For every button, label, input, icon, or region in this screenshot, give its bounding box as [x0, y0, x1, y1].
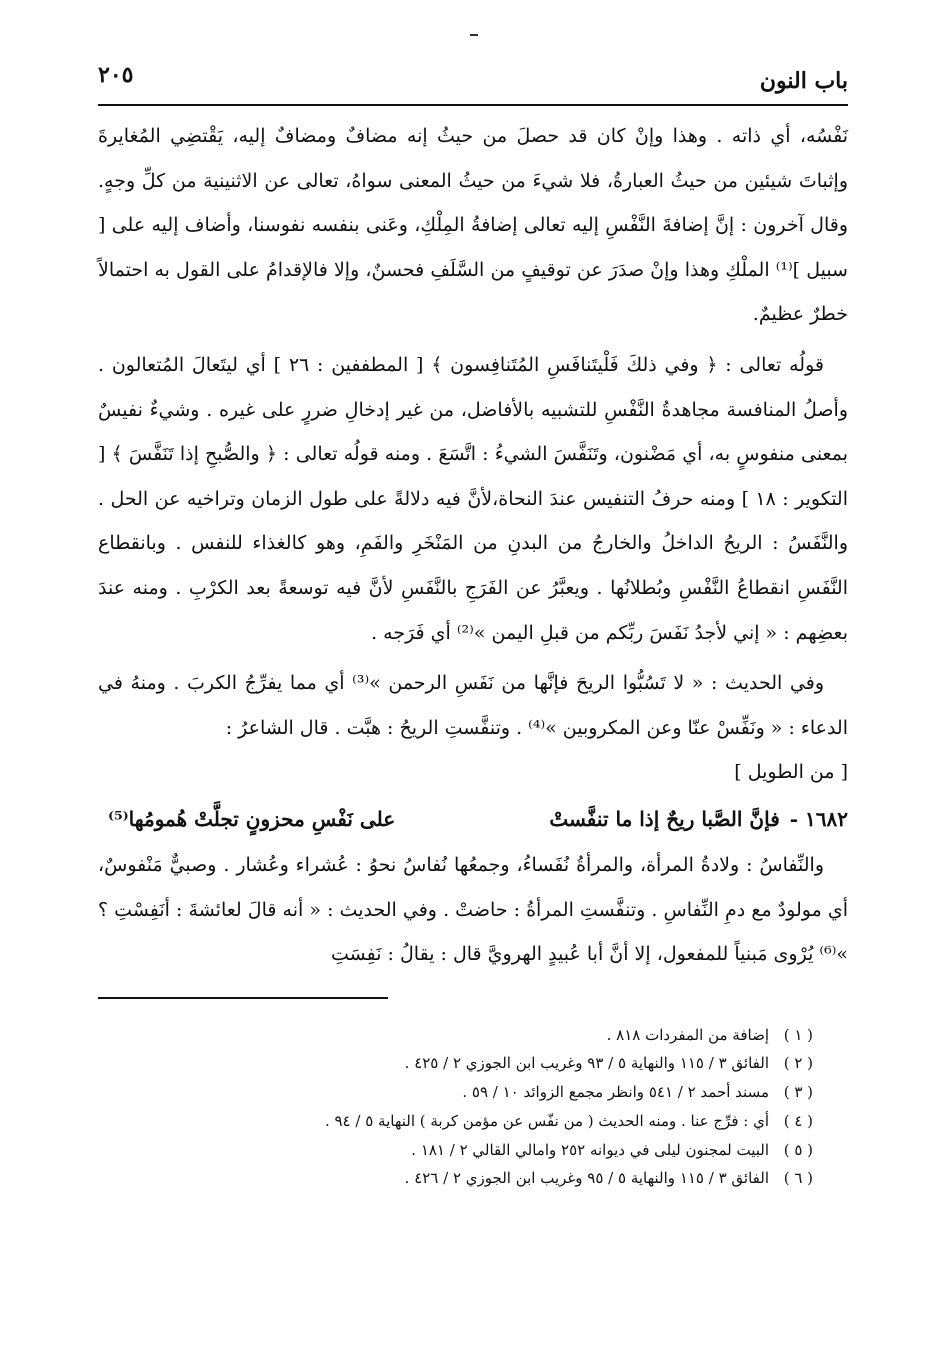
page-header: [98, 58, 848, 98]
footnote-number: ( ٢ ): [783, 1054, 813, 1073]
footnote-item: [98, 1078, 813, 1107]
footnote-number: ( ٦ ): [783, 1169, 813, 1188]
chapter-title: باب النون: [759, 68, 848, 94]
footnote-number: ( ٤ ): [783, 1111, 813, 1130]
meter-label: [ من الطويل ]: [734, 761, 848, 784]
footnote-number: ( ٥ ): [783, 1140, 813, 1159]
paragraph-4: والنِّفاسُ : ولادةُ المرأة، والمرأةُ نُفَساءُ، وجمعُها نُفاسُ نحوُ : عُشراء وعُشار . وصبيٌّ مَنْفوسٌ، أي مولودٌ مع دمِ النِّفاسِ . وتنفَّستِ المرأةُ : حاضتْ . وفي الحديث : « أنه قالَ لعائشةَ : أنَفِسْتِ ؟ »⁽⁶⁾ يُرْوى مَبنياً للمفعول، إلا أنَّ أبا عُبيدٍ الهرويَّ قال : يقالُ : نَفِسَتِ: [98, 853, 848, 966]
paragraph-1: نَفْسُه، أي ذاته . وهذا وإنْ كان قد حصلَ من حيثُ إنه مضافٌ ومضافٌ إليه، يَقْتضِي المُغايرةَ وإثباتَ شيئين من حيثُ العبارةُ، فلا شيءَ من حيثُ المعنى سواهُ، تعالى عن الاثنينية من كلِّ وجهٍ. وقال آخرون : إنَّ إضافةَ النَّفْسِ إليه تعالى إضافةُ المِلْكِ، وعَنى بنفسه نفوسنا، وأضاف إليه على [ سبيل ]⁽¹⁾ الملْكِ وهذا وإنْ صدَرَ عن توقيفٍ من السَّلَفِ فحسنٌ، وإلا فالإقدامُ على القول به احتمالاً خطرٌ عظيمٌ.: [98, 125, 848, 326]
book-page: [98, 58, 848, 1328]
footnote-item: [98, 1107, 813, 1136]
footnote-item: [98, 1136, 813, 1165]
footnotes: [98, 1021, 848, 1193]
scan-mark: [470, 34, 478, 36]
footnote-text: إضافة من المفردات ٨١٨ .: [606, 1025, 769, 1044]
footnote-text: الفائق ٣ / ١١٥ والنهاية ٥ / ٩٣ وغريب ابن الجوزي ٢ / ٤٢٥ .: [404, 1054, 769, 1073]
header-rule: [98, 104, 848, 106]
paragraph-2: قولُه تعالى : ﴿ وفي ذلكَ فَلْيتَنافَسِ المُتَنافِسون ﴾ [ المطففين : ٢٦ ] أي ليتَعالَ المُتعالون . وأصلُ المنافسة مجاهدةُ النَّفْسِ للتشبيه بالأفاضل، من غير إدخالِ ضررٍ على غيره . وشيءٌ نفيسٌ بمعنى منفوسٍ به، أي مَضْنون، وتَنَفَّسَ الشيءُ : اتَّسَعَ . ومنه قولُه تعالى : ﴿ والصُّبحِ إذا تَنَفَّسَ ﴾ [ التكوير : ١٨ ] ومنه حرفُ التنفيس عندَ النحاة،لأنَّ فيه دلالةً على طول الزمان وتراخيه عن الحل . والنَّفَسُ : الريحُ الداخلُ والخارجُ من البدنِ من المَنْخَرِ والفَمِ، وهو كالغذاء للنفس . وبانقطاع النَّفَسِ انقطاعُ النَّفْسِ وبُطلانُها . ويعبَّرُ عن الفَرَجِ بالنَّفَسِ لأنَّ فيه توسعةً بعد الكرْبِ . ومنه عندَ بعضِهم : « إني لأجدُ نَفَسَ ربِّكم من قبلِ اليمن »⁽²⁾ أي فَرَجه .: [98, 353, 848, 644]
page-number: ٢٠٥: [98, 62, 134, 88]
footnote-item: [98, 1049, 813, 1078]
footnote-item: [98, 1164, 813, 1193]
poem-verse: [98, 795, 848, 843]
footnote-text: الفائق ٣ / ١١٥ والنهاية ٥ / ٩٥ وغريب ابن الجوزي ٢ / ٤٢٦ .: [404, 1169, 769, 1188]
paragraph-3: وفي الحديث : « لا تَسُبُّوا الريحَ فإنَّها من نَفَسِ الرحمن »⁽³⁾ أي مما يفرِّجُ الكربَ . ومنهُ في الدعاء : « ونَفِّسْ عنّا وعن المكروبين »⁽⁴⁾ . وتنفَّستِ الريحُ : هبَّت . قال الشاعرُ :: [98, 672, 848, 739]
verse-first-hemistich: فإنَّ الصَّبا ريحٌ إذا ما تنفَّستْ: [549, 806, 780, 831]
footnote-rule: [98, 997, 388, 999]
footnote-text: البيت لمجنون ليلى في ديوانه ٢٥٢ وامالي القالي ٢ / ١٨١ .: [411, 1140, 769, 1159]
footnote-number: ( ١ ): [783, 1025, 813, 1044]
footnote-item: [98, 1021, 813, 1050]
verse-number: ١٦٨٢ -: [789, 806, 848, 831]
main-text: [98, 114, 848, 977]
footnote-text: مسند أحمد ٢ / ٥٤١ وانظر مجمع الزوائد ١٠ / ٥٩ .: [462, 1083, 769, 1102]
verse-second-hemistich: على نَفْسِ محزونٍ تجلَّتْ هُمومُها⁽⁵⁾: [107, 806, 396, 831]
footnote-text: أي : فرِّج عنا . ومنه الحديث ( من نفّس عن مؤمن كربة ) النهاية ٥ / ٩٤ .: [324, 1111, 769, 1130]
footnote-number: ( ٣ ): [783, 1083, 813, 1102]
